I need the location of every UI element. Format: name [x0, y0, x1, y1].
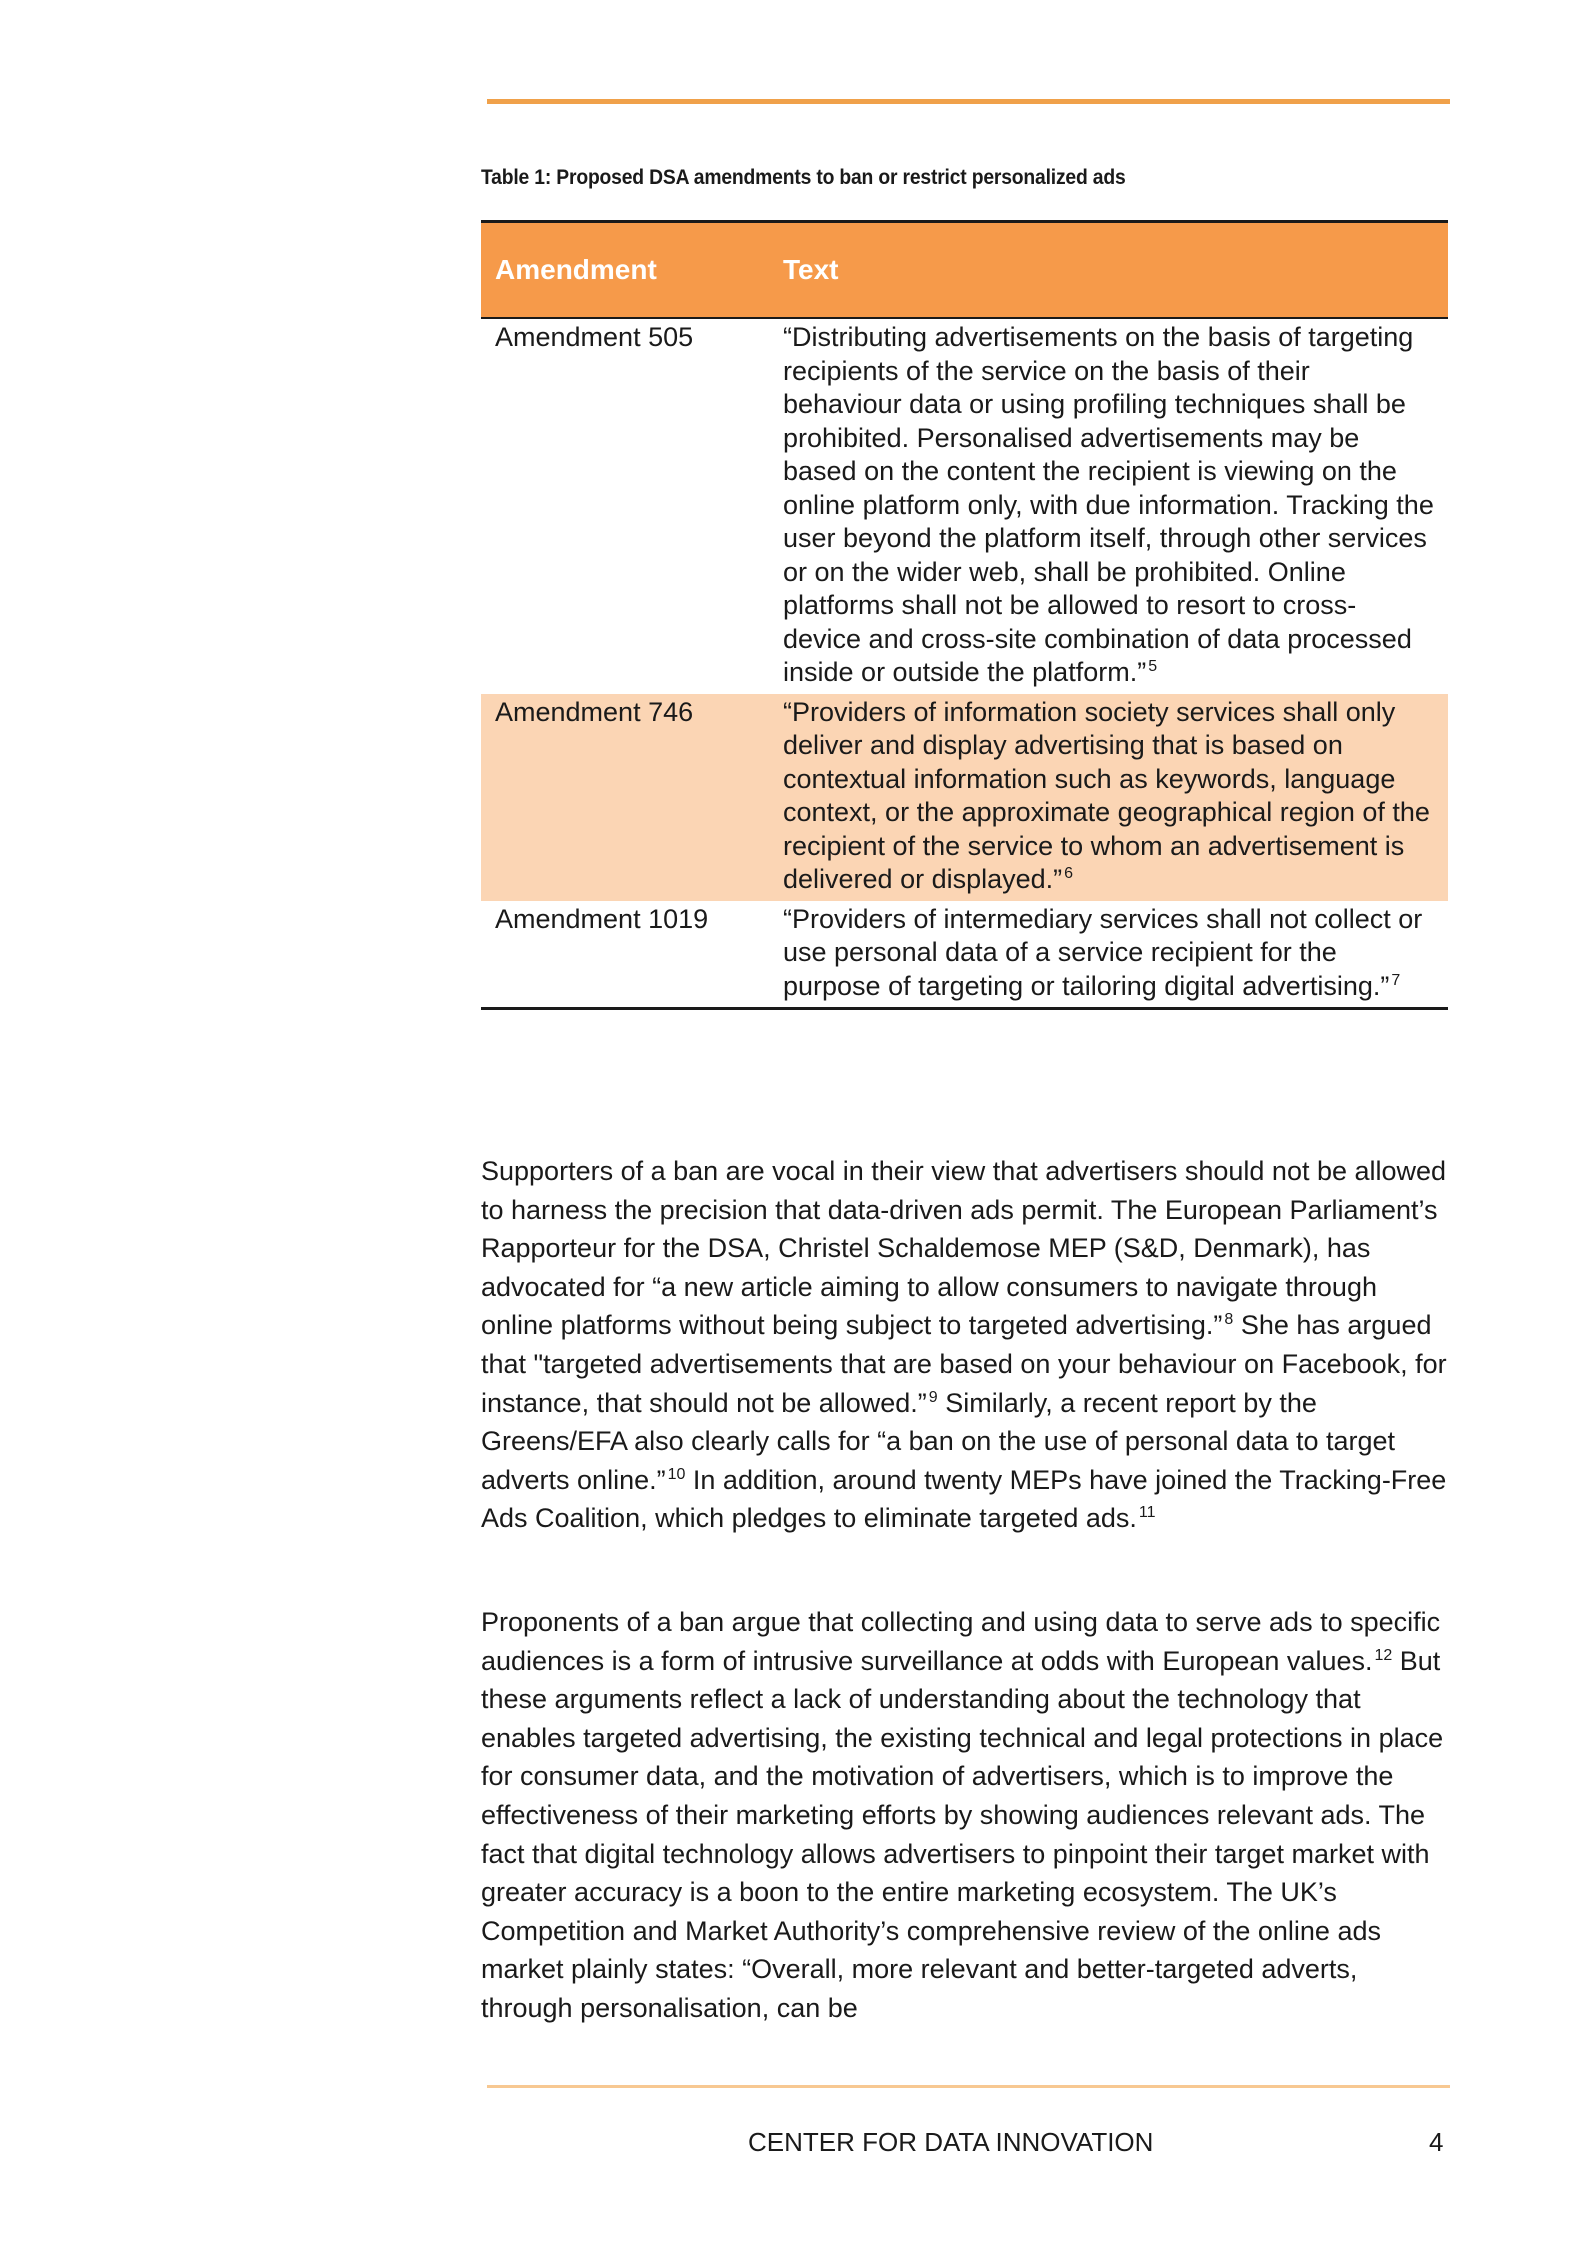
amendment-text: “Distributing advertisements on the basis of targeting recipients of the service on the basis of their behaviour data or using profiling techniques shall be prohibited. Personalised advertisements may be based on the content the recipient is viewing on the online platform only, with due information. Tracking the user beyond the platform itself, through other services or on the wider web, shall be prohibited. Online platforms shall not be allowed to resort to cross-device and cross-site combination of data processed inside or outside the platform.”	[783, 322, 1434, 687]
table-caption: Table 1: Proposed DSA amendments to ban or restrict personalized ads	[481, 166, 1126, 189]
p1-sentence: Supporters of a ban are vocal in their view that advertisers should not be allowed to harness the precision that data-driven ads permit. The European Parliament’s Rapporteur for the DSA, Christel Schaldemose MEP (S&D, Denmark), has advocated for “a new article aiming to allow consumers to navigate through online platforms without being subject to targeted advertising.”	[481, 1156, 1447, 1341]
footnote-ref[interactable]: 6	[1064, 865, 1074, 882]
table-row	[481, 694, 1448, 901]
amendment-text: “Providers of intermediary services shall not collect or use personal data of a service recipient for the purpose of targeting or tailoring digital advertising.”	[783, 903, 1423, 1001]
footnote-ref[interactable]: 11	[1138, 1504, 1156, 1522]
text-cell	[769, 318, 1448, 694]
amendments-table	[481, 220, 1448, 1010]
text-cell	[769, 694, 1448, 901]
top-rule	[487, 99, 1450, 104]
amendment-cell: Amendment 505	[495, 322, 694, 352]
p1-sentence: She has argued that "targeted advertisements that are based on your behaviour on Facebook, for instance, that should not be allowed.”	[481, 1310, 1447, 1418]
header-amendment: Amendment	[481, 222, 769, 319]
amendment-cell: Amendment 1019	[495, 903, 709, 934]
header-text: Text	[769, 222, 1448, 319]
body-paragraph-2	[481, 1603, 1456, 2028]
footnote-ref[interactable]: 5	[1148, 658, 1158, 675]
amendment-text: “Providers of information society services shall only deliver and display advertising that is based on contextual information such as keywords, language context, or the approximate geographical region of the recipient of the service to whom an advertisement is delivered or displayed.”	[783, 696, 1430, 894]
footnote-ref[interactable]: 9	[928, 1388, 938, 1406]
table-header-row	[481, 222, 1448, 319]
table-row	[481, 901, 1448, 1009]
page-number: 4	[1429, 2127, 1444, 2157]
p2-sentence: Proponents of a ban argue that collecting and using data to serve ads to specific audiences is a form of intrusive surveillance at odds with European values.	[481, 1607, 1441, 1676]
footnote-ref[interactable]: 8	[1224, 1311, 1234, 1329]
footnote-ref[interactable]: 7	[1391, 971, 1401, 989]
p1-sentence: In addition, around twenty MEPs have joined the Tracking-Free Ads Coalition, which pledges to eliminate targeted ads.	[481, 1464, 1447, 1534]
footnote-ref[interactable]: 10	[667, 1465, 686, 1483]
p1-sentence: Similarly, a recent report by the Greens/EFA also clearly calls for “a ban on the use of personal data to target adverts online.”	[481, 1387, 1396, 1495]
body-paragraph-1	[481, 1152, 1456, 1538]
amendment-cell: Amendment 746	[481, 694, 769, 901]
p2-sentence: But these arguments reflect a lack of understanding about the technology that enables targeted advertising, the existing technical and legal protections in place for consumer data, and the motivation of advertisers, which is to improve the effectiveness of their marketing efforts by showing audiences relevant ads. The fact that digital technology allows advertisers to pinpoint their target market with greater accuracy is a boon to the entire marketing ecosystem. The UK’s Competition and Market Authority’s comprehensive review of the online ads market plainly states: “Overall, more relevant and better-targeted adverts, through personalisation, can be	[481, 1645, 1444, 2023]
footer-organization: CENTER FOR DATA INNOVATION	[748, 2127, 1154, 2157]
text-cell	[769, 901, 1448, 1009]
footer-rule	[487, 2085, 1450, 2088]
table-row	[481, 318, 1448, 694]
footnote-ref[interactable]: 12	[1374, 1646, 1393, 1664]
